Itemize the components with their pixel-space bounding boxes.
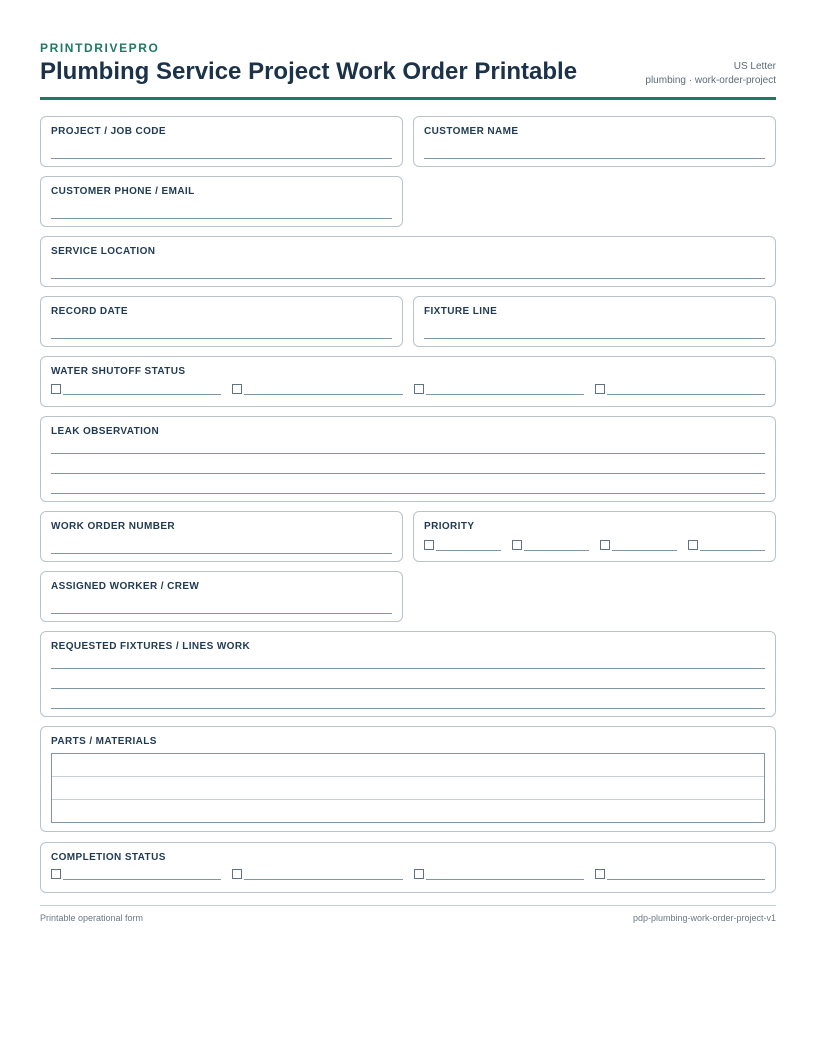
field-label: ASSIGNED WORKER / CREW (51, 581, 200, 592)
field-customer-name (413, 116, 776, 167)
checkbox-group (424, 540, 765, 551)
field-label: COMPLETION STATUS (51, 852, 166, 863)
write-line[interactable] (612, 550, 677, 551)
field-leak-observation (40, 416, 776, 502)
field-label: WATER SHUTOFF STATUS (51, 366, 186, 377)
field-project-job-code (40, 116, 403, 167)
write-line[interactable] (244, 394, 402, 395)
parts-table (51, 753, 765, 823)
field-label: CUSTOMER NAME (424, 126, 519, 137)
write-line[interactable] (607, 879, 765, 880)
field-label: SERVICE LOCATION (51, 246, 156, 257)
write-line[interactable] (244, 879, 402, 880)
field-service-location (40, 236, 776, 287)
checkbox[interactable] (51, 384, 61, 394)
brand-logo: PRINTDRIVEPRO (40, 41, 160, 55)
checkbox[interactable] (414, 384, 424, 394)
write-line[interactable] (51, 338, 392, 339)
write-line[interactable] (63, 879, 221, 880)
write-line[interactable] (426, 394, 584, 395)
header-rule (40, 97, 776, 100)
checkbox-option (232, 869, 402, 880)
write-line[interactable] (607, 394, 765, 395)
write-line[interactable] (524, 550, 589, 551)
write-line[interactable] (51, 613, 392, 614)
write-line[interactable] (51, 158, 392, 159)
field-record-date (40, 296, 403, 347)
write-line[interactable] (51, 278, 765, 279)
write-line[interactable] (51, 453, 765, 454)
write-line[interactable] (51, 473, 765, 474)
checkbox[interactable] (595, 384, 605, 394)
checkbox[interactable] (51, 869, 61, 879)
field-assigned-worker-crew (40, 571, 403, 622)
document-meta (645, 60, 776, 88)
write-line[interactable] (51, 553, 392, 554)
checkbox-option (424, 540, 501, 551)
checkbox[interactable] (688, 540, 698, 550)
checkbox-option (51, 869, 221, 880)
checkbox-option (512, 540, 589, 551)
footer-note: Printable operational form (40, 913, 144, 923)
checkbox-group (51, 384, 765, 395)
field-label: PROJECT / JOB CODE (51, 126, 166, 137)
checkbox-option (595, 384, 765, 395)
write-line[interactable] (424, 338, 765, 339)
checkbox-option (688, 540, 765, 551)
field-completion-status (40, 842, 776, 893)
field-label: LEAK OBSERVATION (51, 426, 160, 437)
footer-rule (40, 905, 776, 906)
checkbox-option (600, 540, 677, 551)
checkbox[interactable] (512, 540, 522, 550)
write-line[interactable] (700, 550, 765, 551)
form-id: pdp-plumbing-work-order-project-v1 (632, 913, 776, 923)
document-tags: plumbing · work-order-project (645, 75, 776, 86)
checkbox[interactable] (414, 869, 424, 879)
checkbox-option (51, 384, 221, 395)
field-label: CUSTOMER PHONE / EMAIL (51, 186, 195, 197)
checkbox[interactable] (424, 540, 434, 550)
field-label: PRIORITY (424, 521, 475, 532)
checkbox-option (232, 384, 402, 395)
write-line[interactable] (63, 394, 221, 395)
checkbox-option (414, 384, 584, 395)
table-row[interactable] (52, 777, 764, 800)
field-priority (413, 511, 776, 562)
field-label: FIXTURE LINE (424, 306, 498, 317)
write-line[interactable] (51, 708, 765, 709)
write-line[interactable] (424, 158, 765, 159)
table-row[interactable] (52, 754, 764, 777)
write-line[interactable] (51, 493, 765, 494)
field-water-shutoff-status (40, 356, 776, 407)
field-parts-materials (40, 726, 776, 832)
field-label: RECORD DATE (51, 306, 128, 317)
write-line[interactable] (426, 879, 584, 880)
write-line[interactable] (51, 688, 765, 689)
write-line[interactable] (51, 218, 392, 219)
table-row[interactable] (52, 800, 764, 823)
checkbox-option (595, 869, 765, 880)
field-label: PARTS / MATERIALS (51, 736, 157, 747)
field-label: WORK ORDER NUMBER (51, 521, 176, 532)
field-label: REQUESTED FIXTURES / LINES WORK (51, 641, 251, 652)
paper-size: US Letter (733, 61, 776, 72)
checkbox[interactable] (595, 869, 605, 879)
field-requested-fixtures-lines-work (40, 631, 776, 717)
checkbox[interactable] (600, 540, 610, 550)
write-line[interactable] (51, 668, 765, 669)
checkbox-option (414, 869, 584, 880)
checkbox[interactable] (232, 384, 242, 394)
page-title: Plumbing Service Project Work Order Printable (40, 58, 578, 85)
checkbox-group (51, 869, 765, 880)
field-work-order-number (40, 511, 403, 562)
field-fixture-line (413, 296, 776, 347)
checkbox[interactable] (232, 869, 242, 879)
write-line[interactable] (436, 550, 501, 551)
field-customer-phone-email (40, 176, 403, 227)
